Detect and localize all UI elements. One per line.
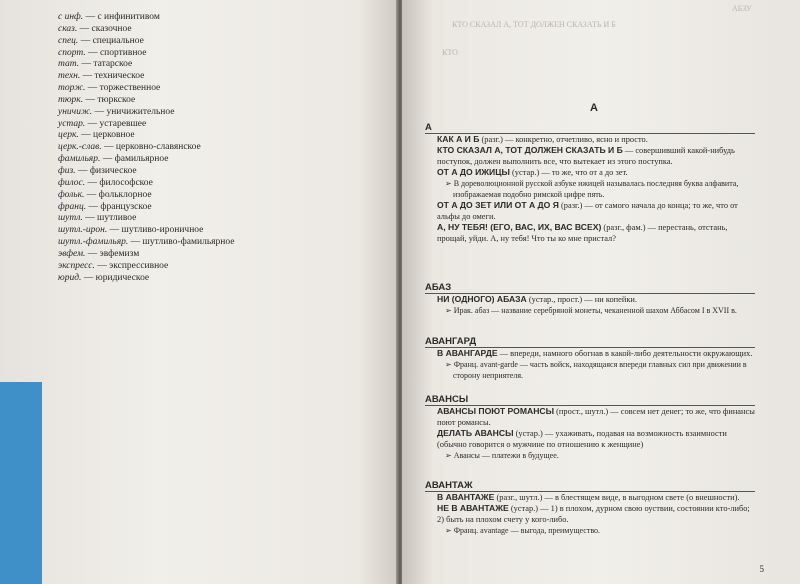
- abbreviation-row: [58, 249, 358, 261]
- abbreviation-row: [58, 48, 358, 60]
- entry-headword: В АВАНГАРДЕ: [437, 348, 498, 358]
- abbreviation-term: устар.: [58, 118, 86, 129]
- abbreviation-row: [58, 237, 358, 249]
- abbreviation-meaning: — спортивное: [88, 47, 147, 58]
- abbreviation-meaning: — шутливо-ироничное: [109, 225, 204, 236]
- abbreviation-term: спорт.: [58, 47, 86, 58]
- entry-headword: ОТ А ДО ИЖИЦЫ: [437, 167, 510, 177]
- section-heading: А: [425, 122, 432, 133]
- abbreviation-meaning: — татарское: [81, 59, 133, 70]
- etymology-note: ➢ Ирак. абаз — название серебряной монеты, чеканенной шахом Аббасом I в XVII в.: [445, 306, 737, 315]
- section-heading: АВАНГАРД: [425, 336, 477, 347]
- abbreviation-meaning: — церковное: [81, 130, 135, 141]
- section-block: [425, 480, 755, 536]
- abbreviation-meaning: — физическое: [77, 165, 137, 176]
- entry-definition: — впереди, намного обогнав в какой-либо деятельности окружающих.: [499, 349, 753, 358]
- abbreviation-meaning: — церковно-славянское: [104, 142, 201, 153]
- abbreviation-term: филос.: [58, 177, 86, 188]
- entry-definition: (разг.) — конкретно, отчетливо, ясно и просто.: [481, 135, 648, 144]
- etymology-note: ➢ В дореволюционной русской азбуке ижицей называлась последняя буква алфавита, изображаемая подобно римской цифре пять.: [445, 179, 739, 199]
- section-heading: АВАНТАЖ: [425, 480, 473, 491]
- abbreviation-row: [58, 130, 358, 142]
- entry-headword: НЕ В АВАНТАЖЕ: [437, 503, 509, 513]
- entry-definition: — совершивший какой-нибудь поступок, должен выполнить все, что вытекает из этого поступка.: [437, 146, 735, 166]
- letter-heading: А: [590, 102, 598, 114]
- entry-definition: (устар.) — то же, что от а до зет.: [512, 168, 628, 177]
- abbreviation-meaning: — французское: [88, 201, 152, 212]
- abbreviation-row: [58, 202, 358, 214]
- abbreviation-meaning: — фамильярное: [102, 154, 169, 165]
- abbreviation-term: сказ.: [58, 23, 78, 34]
- abbreviation-row: [58, 166, 358, 178]
- abbreviation-list: [58, 12, 358, 284]
- abbreviation-meaning: — юридическое: [83, 272, 150, 283]
- blue-edge-tab: [0, 382, 42, 584]
- abbreviation-meaning: — сказочное: [79, 23, 132, 34]
- abbreviation-term: с инф.: [58, 12, 84, 22]
- abbreviation-term: шутл.-ирон.: [58, 225, 108, 236]
- abbreviation-term: уничиж.: [58, 106, 93, 117]
- abbreviation-row: [58, 83, 358, 95]
- dictionary-entry: [425, 406, 755, 428]
- dictionary-entry: [425, 503, 755, 525]
- abbreviation-row: [58, 213, 358, 225]
- dictionary-entry: [425, 200, 755, 222]
- entry-definition: (разг., шутл.) — в блестящем виде, в выгодном свете (о внешности).: [496, 493, 740, 502]
- dictionary-entry: [425, 145, 755, 167]
- section-block: [425, 336, 755, 381]
- abbreviation-term: фольк.: [58, 189, 85, 200]
- abbreviation-term: шутл.-фамильяр.: [58, 237, 129, 248]
- entry-headword: КТО СКАЗАЛ А, ТОТ ДОЛЖЕН СКАЗАТЬ И Б: [437, 145, 623, 155]
- abbreviation-meaning: — тюркское: [85, 94, 136, 105]
- abbreviation-row: [58, 261, 358, 273]
- ghost-line-1: КТО СКАЗАЛ А, ТОТ ДОЛЖЕН СКАЗАТЬ И Б: [452, 20, 616, 29]
- dictionary-entry: [425, 348, 755, 359]
- abbreviation-row: [58, 154, 358, 166]
- entry-definition: (разг., фам.) — перестань, отстань, прощай, уйди. А, ну тебя! Что ты ко мне пристал?: [437, 223, 728, 243]
- dictionary-entry: [425, 492, 755, 503]
- abbreviation-term: эвфем.: [58, 248, 86, 259]
- dictionary-entry: [425, 428, 755, 450]
- abbreviation-meaning: — фольклорное: [86, 189, 152, 200]
- entry-headword: КАК А И Б: [437, 134, 480, 144]
- dictionary-entry: [425, 167, 755, 178]
- abbreviation-meaning: — торжественное: [87, 83, 161, 94]
- page-number: 5: [759, 564, 764, 574]
- abbreviation-meaning: — эвфемизм: [87, 248, 140, 259]
- entry-definition: (прост., шутл.) — совсем нет денег; то же, что финансы поют романсы.: [437, 407, 755, 427]
- abbreviation-term: тат.: [58, 59, 80, 70]
- abbreviation-row: [58, 273, 358, 285]
- abbreviation-term: спец.: [58, 35, 79, 46]
- entry-headword: ДЕЛАТЬ АВАНСЫ: [437, 428, 514, 438]
- abbreviation-term: шутл.: [58, 213, 83, 224]
- abbreviation-meaning: — философское: [87, 177, 153, 188]
- entry-definition: (устар.) — ухаживать, подавая на возможность взаимности (обычно говорится о мужчине по отношению к женщине): [437, 429, 727, 449]
- abbreviation-term: церк.-слав.: [58, 142, 102, 153]
- abbreviation-row: [58, 71, 358, 83]
- abbreviation-row: [58, 119, 358, 131]
- abbreviation-row: [58, 142, 358, 154]
- ghost-line-2: КТО: [442, 48, 458, 57]
- entry-headword: НИ (ОДНОГО) АБАЗА: [437, 294, 527, 304]
- entry-headword: В АВАНТАЖЕ: [437, 492, 495, 502]
- dictionary-entry: [425, 134, 755, 145]
- abbreviation-row: [58, 190, 358, 202]
- abbreviation-meaning: — шутливо-фамильярное: [130, 237, 235, 248]
- section-block: [425, 282, 755, 316]
- section-heading: АБАЗ: [425, 282, 452, 293]
- entry-definition: (разг.) — от самого начала до конца; то же, что от альфы до омеги.: [437, 201, 738, 221]
- abbreviation-meaning: — с инфинитивом: [85, 12, 160, 22]
- abbreviation-term: тюрк.: [58, 94, 84, 105]
- abbreviation-meaning: — техническое: [82, 71, 145, 82]
- etymology-note: ➢ Франц. avant-garde — часть войск, находящаяся впереди главных сил при движении в сторону неприятеля.: [445, 360, 747, 380]
- abbreviation-row: [58, 36, 358, 48]
- abbreviation-term: церк.: [58, 130, 79, 141]
- abbreviation-row: [58, 59, 358, 71]
- abbreviation-meaning: — специальное: [80, 35, 144, 46]
- abbreviation-row: [58, 178, 358, 190]
- entry-headword: ОТ А ДО ЗЕТ ИЛИ ОТ А ДО Я: [437, 200, 559, 210]
- ghost-header: АБЗУ: [732, 4, 752, 13]
- abbreviation-row: [58, 24, 358, 36]
- abbreviation-row: [58, 95, 358, 107]
- abbreviation-term: техн.: [58, 71, 81, 82]
- section-heading: АВАНСЫ: [425, 394, 469, 405]
- etymology-note: ➢ Франц. avantage — выгода, преимущество.: [445, 526, 601, 535]
- dictionary-entry: [425, 222, 755, 244]
- abbreviation-meaning: — уничижительное: [94, 106, 175, 117]
- entry-headword: АВАНСЫ ПОЮТ РОМАНСЫ: [437, 406, 555, 416]
- abbreviation-row: [58, 225, 358, 237]
- entry-definition: (устар.) — 1) в плохом, дурном свою оуствии, состоянии кто-либо; 2) быть на плохом счету у кого-либо.: [437, 504, 750, 524]
- etymology-note: ➢ Авансы — платежи в будущее.: [445, 451, 559, 460]
- abbreviation-row: [58, 12, 358, 24]
- abbreviation-meaning: — экспрессивное: [97, 260, 169, 271]
- abbreviation-term: торж.: [58, 83, 86, 94]
- abbreviation-meaning: — устаревшее: [87, 118, 147, 129]
- abbreviation-term: юрид.: [58, 272, 82, 283]
- abbreviation-row: [58, 107, 358, 119]
- section-block: [425, 394, 755, 461]
- abbreviation-term: фамильяр.: [58, 154, 101, 165]
- abbreviation-term: экспресс.: [58, 260, 95, 271]
- section-block: [425, 122, 755, 244]
- abbreviation-term: физ.: [58, 165, 76, 176]
- left-page: [0, 0, 398, 584]
- entry-definition: (устар., прост.) — ни копейки.: [528, 295, 637, 304]
- dictionary-entry: [425, 294, 755, 305]
- entry-headword: А, НУ ТЕБЯ! (ЕГО, ВАС, ИХ, ВАС ВСЕХ): [437, 222, 602, 232]
- abbreviation-meaning: — шутливое: [85, 213, 137, 224]
- abbreviation-term: франц.: [58, 201, 87, 212]
